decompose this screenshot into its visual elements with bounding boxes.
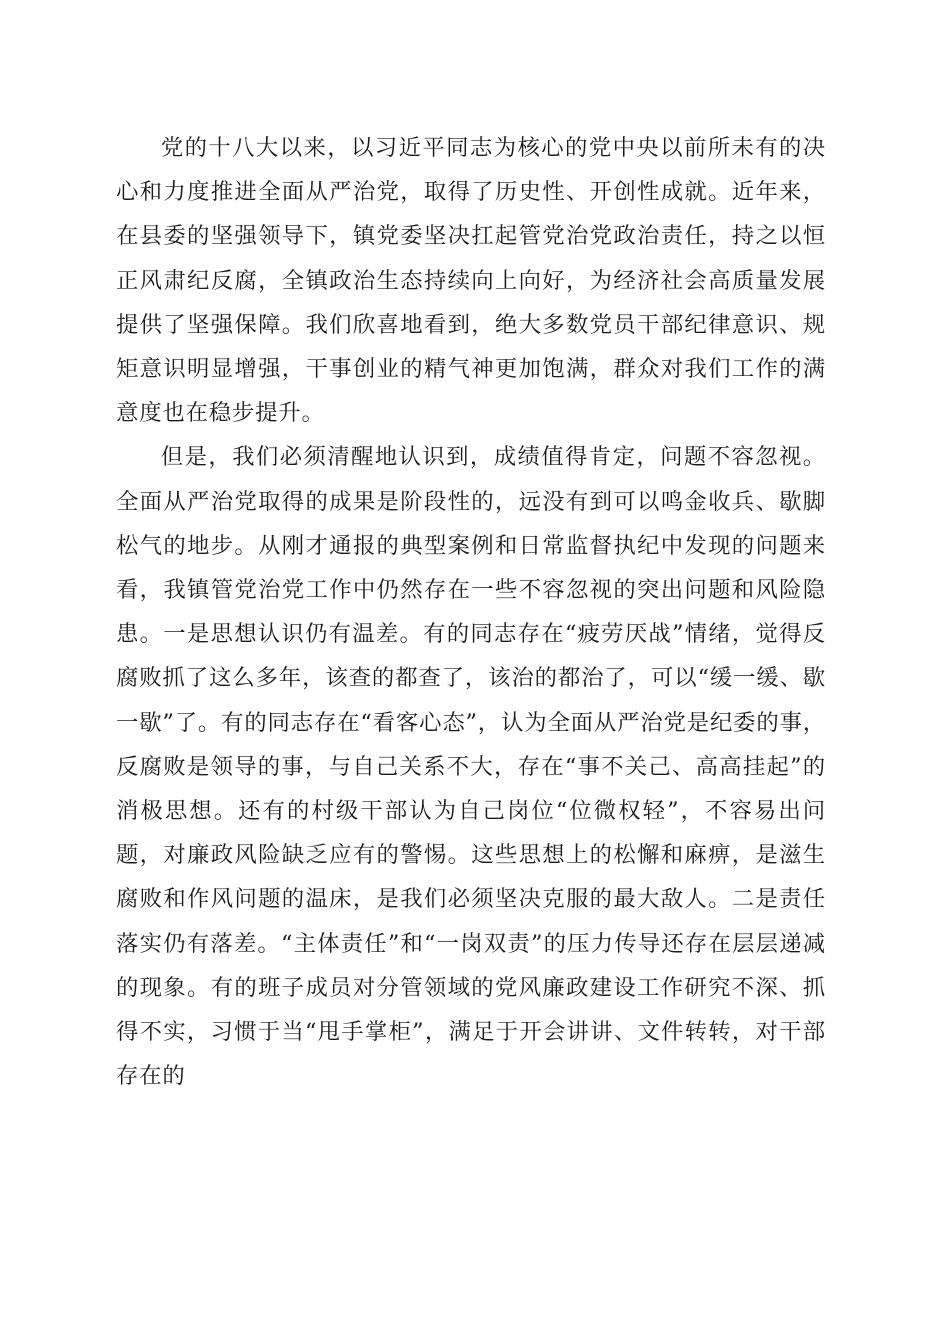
body-text — [116, 126, 826, 1098]
paragraph-1: 党的十八大以来，以习近平同志为核心的党中央以前所未有的决心和力度推进全面从严治党，取得了历史性、开创性成就。近年来，在县委的坚强领导下，镇党委坚决扛起管党治党政治责任，持之以恒正风肃纪反腐，全镇政治生态持续向上向好，为经济社会高质量发展提供了坚强保障。我们欣喜地看到，绝大多数党员干部纪律意识、规矩意识明显增强，干事创业的精气神更加饱满，群众对我们工作的满意度也在稳步提升。 — [116, 135, 826, 427]
paragraph-2: 但是，我们必须清醒地认识到，成绩值得肯定，问题不容忽视。全面从严治党取得的成果是阶段性的，远没有到可以鸣金收兵、歇脚松气的地步。从刚才通报的典型案例和日常监督执纪中发现的问题来看，我镇管党治党工作中仍然存在一些不容忽视的突出问题和风险隐患。一是思想认识仍有温差。有的同志存在“疲劳厌战”情绪，觉得反腐败抓了这么多年，该查的都查了，该治的都治了，可以“缓一缓、歇一歇”了。有的同志存在“看客心态”，认为全面从严治党是纪委的事，反腐败是领导的事，与自己关系不大，存在“事不关己、高高挂起”的消极思想。还有的村级干部认为自己岗位“位微权轻”，不容易出问题，对廉政风险缺乏应有的警惕。这些思想上的松懈和麻痹，是滋生腐败和作风问题的温床，是我们必须坚决克服的最大敌人。二是责任落实仍有落差。“主体责任”和“一岗双责”的压力传导还存在层层递减的现象。有的班子成员对分管领域的党风廉政建设工作研究不深、抓得不实，习惯于当“甩手掌柜”，满足于开会讲讲、文件转转，对干部存在的 — [116, 444, 826, 1090]
